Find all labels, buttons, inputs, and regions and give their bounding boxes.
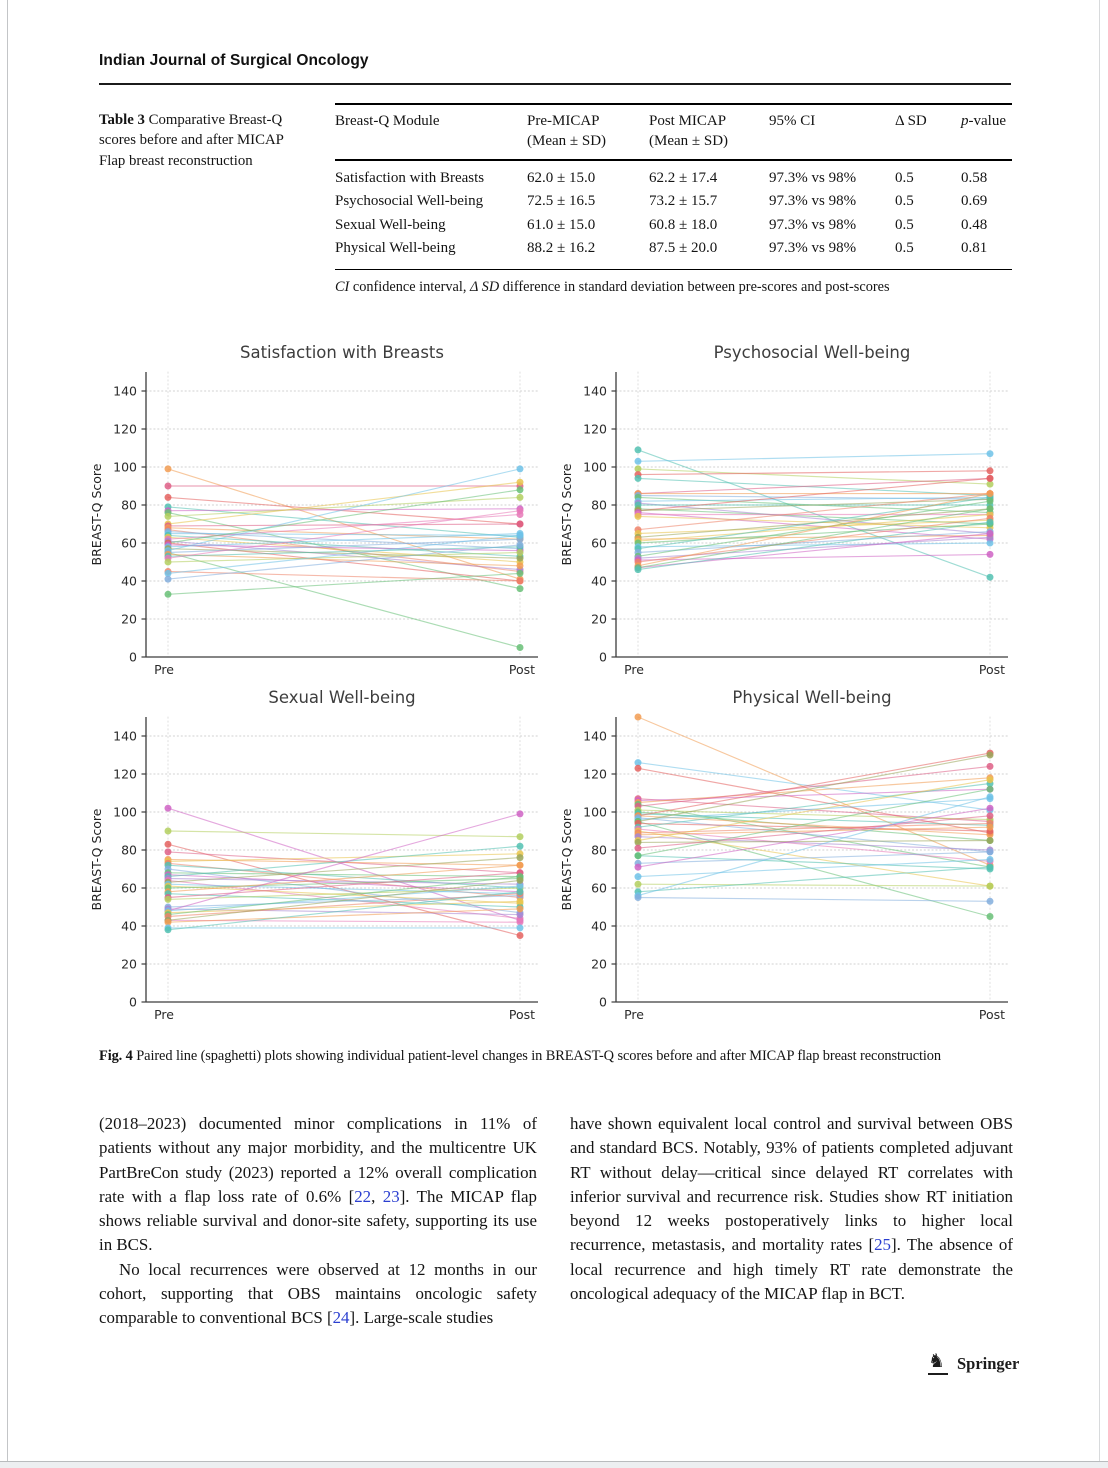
svg-text:80: 80 [591, 497, 607, 513]
figure-panels [86, 338, 1026, 1028]
svg-text:0: 0 [599, 994, 607, 1010]
figure-caption: Fig. 4 Paired line (spaghetti) plots showing individual patient-level changes in BREAST-Q scores before and after MICAP flap breast reconstruction [99, 1048, 941, 1064]
table-caption: Table 3 Comparative Breast-Q scores before and after MICAP Flap breast reconstruction [99, 112, 284, 169]
table-cell: Satisfaction with Breasts [335, 169, 485, 186]
svg-text:BREAST-Q Score: BREAST-Q Score [559, 808, 574, 911]
svg-text:140: 140 [583, 383, 607, 399]
table-cell: Psychosocial Well-being [335, 193, 484, 210]
header-rule [99, 83, 1011, 85]
table-cell: 60.8 ± 18.0 [649, 216, 718, 233]
page-edge-left [7, 0, 8, 1462]
table-cell: 97.3% vs 98% [769, 169, 857, 186]
table-footnote: CI confidence interval, Δ SD difference in standard deviation between pre-scores and post-scores [335, 279, 890, 296]
svg-text:120: 120 [113, 766, 137, 782]
table-cell: 97.3% vs 98% [769, 216, 857, 233]
table-cell: 0.48 [961, 216, 988, 233]
svg-text:60: 60 [121, 880, 137, 896]
table-rule-bottom [335, 269, 1012, 271]
table-cell: 62.2 ± 17.4 [649, 169, 718, 186]
table-body [335, 161, 1012, 269]
svg-text:Post: Post [978, 662, 1006, 677]
publisher-footer [928, 1352, 1019, 1376]
table-header-row [335, 105, 1012, 159]
svg-text:100: 100 [113, 804, 137, 820]
svg-text:140: 140 [583, 728, 607, 744]
table-cell: 72.5 ± 16.5 [527, 193, 596, 210]
table-cell: 0.58 [961, 169, 988, 186]
svg-text:60: 60 [591, 535, 607, 551]
table-cell: 0.5 [895, 193, 914, 210]
svg-text:Pre: Pre [624, 662, 644, 677]
svg-text:Satisfaction with Breasts: Satisfaction with Breasts [240, 343, 444, 362]
svg-text:80: 80 [121, 497, 137, 513]
svg-text:Psychosocial Well-being: Psychosocial Well-being [713, 343, 911, 362]
table-header-cell: Pre-MICAP (Mean ± SD) [527, 113, 607, 149]
svg-text:Pre: Pre [154, 1007, 174, 1022]
svg-text:0: 0 [129, 649, 137, 665]
svg-text:60: 60 [121, 535, 137, 551]
table-cell: 62.0 ± 15.0 [527, 169, 596, 186]
reference-link[interactable]: 23 [382, 1186, 400, 1206]
svg-text:20: 20 [591, 956, 607, 972]
svg-text:Pre: Pre [154, 662, 174, 677]
svg-text:40: 40 [121, 573, 137, 589]
svg-text:100: 100 [583, 459, 607, 475]
svg-text:20: 20 [121, 611, 137, 627]
paragraph: No local recurrences were observed at 12 months in our cohort, supporting that OBS maintains oncologic safety comparable to conventional BCS [24]. Large-scale studies [99, 1259, 537, 1328]
table-cell: 88.2 ± 16.2 [527, 240, 596, 257]
svg-text:Sexual Well-being: Sexual Well-being [268, 688, 416, 707]
svg-text:0: 0 [129, 994, 137, 1010]
spaghetti-plot-physical-well-being [556, 683, 1022, 1028]
table-header-cell: Δ SD [895, 113, 927, 129]
table-cell: 61.0 ± 15.0 [527, 216, 596, 233]
reference-link[interactable]: 24 [332, 1308, 350, 1328]
table-cell: 0.5 [895, 169, 914, 186]
table-cell: Physical Well-being [335, 240, 456, 257]
svg-text:120: 120 [583, 766, 607, 782]
reference-link[interactable]: 22 [354, 1186, 372, 1206]
svg-text:Post: Post [508, 1007, 536, 1022]
table-header-cell: Breast-Q Module [335, 113, 440, 129]
body-column-left [99, 1112, 537, 1331]
svg-text:40: 40 [591, 918, 607, 934]
table-cell: 87.5 ± 20.0 [649, 240, 718, 257]
svg-text:140: 140 [113, 728, 137, 744]
svg-text:20: 20 [121, 956, 137, 972]
svg-text:Post: Post [978, 1007, 1006, 1022]
svg-text:100: 100 [583, 804, 607, 820]
table-cell: 97.3% vs 98% [769, 193, 857, 210]
svg-text:80: 80 [121, 842, 137, 858]
svg-text:80: 80 [591, 842, 607, 858]
table-cell: 97.3% vs 98% [769, 240, 857, 257]
svg-text:60: 60 [591, 880, 607, 896]
table-cell: 0.5 [895, 216, 914, 233]
table-cell: Sexual Well-being [335, 216, 446, 233]
page-edge-right [1099, 0, 1100, 1462]
svg-text:120: 120 [583, 421, 607, 437]
svg-text:40: 40 [591, 573, 607, 589]
reference-link[interactable]: 25 [874, 1235, 891, 1255]
table-cell: 73.2 ± 15.7 [649, 193, 718, 210]
table-cell: 0.5 [895, 240, 914, 257]
table-cell: 0.81 [961, 240, 988, 257]
journal-running-head: Indian Journal of Surgical Oncology [99, 52, 369, 69]
svg-text:Physical Well-being: Physical Well-being [732, 688, 892, 707]
svg-text:120: 120 [113, 421, 137, 437]
paragraph: have shown equivalent local control and survival between OBS and standard BCS. Notably, 93% of patients completed adjuvant RT without delay—critical since delayed RT correlates with inferior survival and recurrence risk. Studies show RT initiation beyond 12 weeks postoperatively links to higher local recurrence, metastasis, and mortality rates [25]. The absence of local recurrence and high timely RT rate demonstrate the oncological adequacy of the MICAP flap in BCT. [570, 1114, 1013, 1304]
svg-text:BREAST-Q Score: BREAST-Q Score [89, 463, 104, 566]
spaghetti-plot-psychosocial-well-being [556, 338, 1022, 683]
paragraph: (2018–2023) documented minor complications in 11% of patients without any major morbidity, and the multicentre UK PartBreCon study (2023) reported a 12% overall complication rate with a flap loss rate of 0.6% [22, 23]. The MICAP flap shows reliable survival and donor-site safety, supporting its use in BCS. [99, 1114, 537, 1255]
svg-text:Post: Post [508, 662, 536, 677]
springer-logo-icon: ♞ [928, 1352, 950, 1376]
svg-text:0: 0 [599, 649, 607, 665]
body-column-right [570, 1112, 1013, 1306]
svg-text:20: 20 [591, 611, 607, 627]
publisher-name: Springer [957, 1354, 1020, 1373]
svg-text:140: 140 [113, 383, 137, 399]
svg-text:BREAST-Q Score: BREAST-Q Score [559, 463, 574, 566]
table-header-cell: 95% CI [769, 113, 816, 129]
table-cell: 0.69 [961, 193, 988, 210]
svg-text:BREAST-Q Score: BREAST-Q Score [89, 808, 104, 911]
table-header-cell: Post MICAP (Mean ± SD) [649, 113, 729, 149]
page-edge-bottom [0, 1461, 1108, 1468]
table-header-cell: p-value [961, 113, 1006, 129]
svg-text:100: 100 [113, 459, 137, 475]
spaghetti-plot-satisfaction-with-breasts [86, 338, 552, 683]
table-3 [335, 103, 1012, 296]
svg-text:Pre: Pre [624, 1007, 644, 1022]
spaghetti-plot-sexual-well-being [86, 683, 552, 1028]
svg-text:40: 40 [121, 918, 137, 934]
